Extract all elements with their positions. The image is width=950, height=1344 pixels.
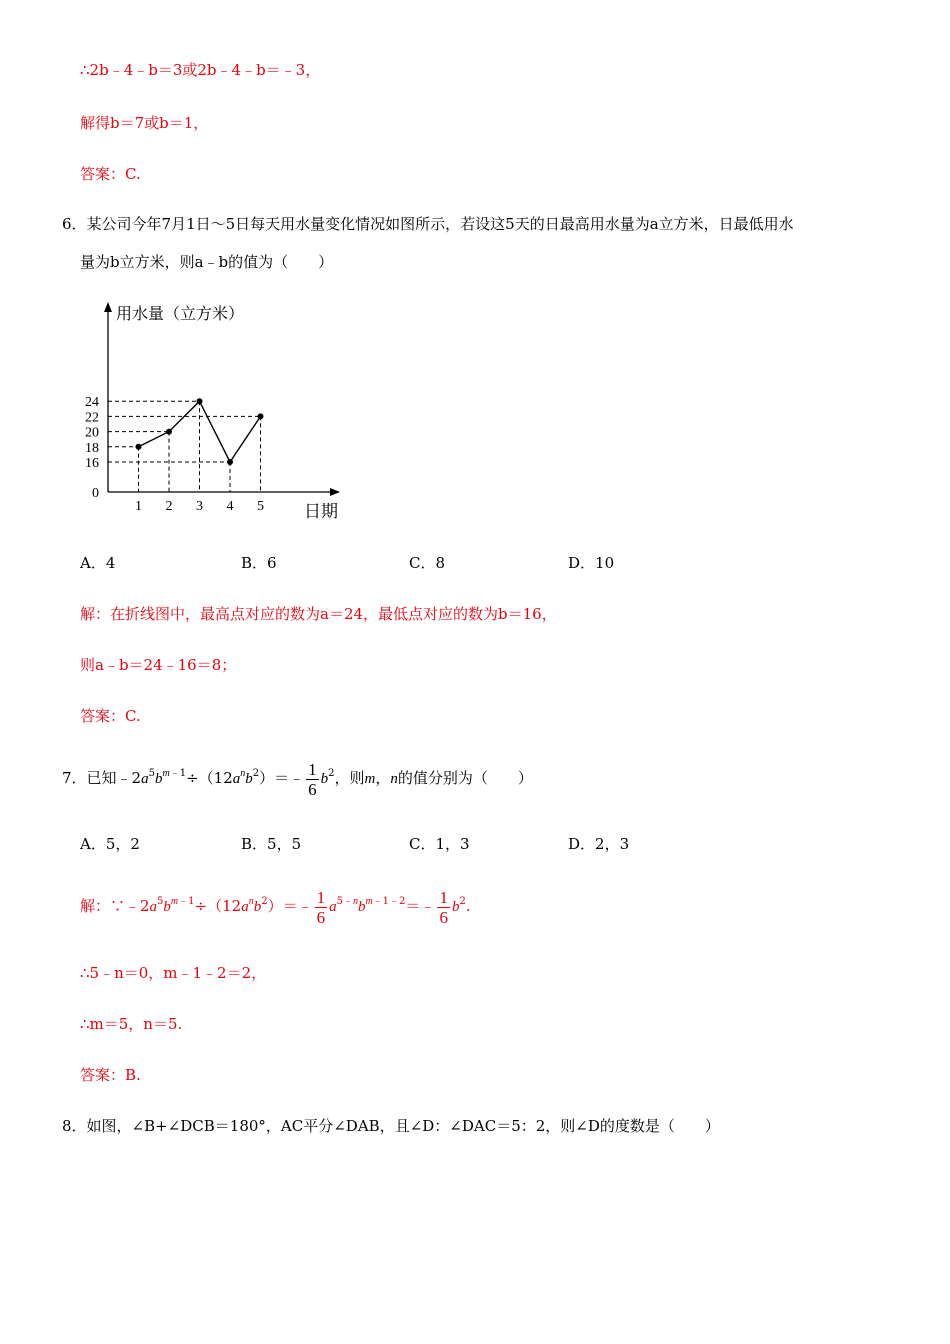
q6-option-b[interactable]: B．6	[241, 554, 277, 572]
data-point	[227, 459, 233, 465]
q7-solution-line3: ∴m＝5，n＝5.	[80, 1015, 183, 1033]
q7-option-c[interactable]: C．1，3	[409, 835, 470, 853]
y-tick-label: 20	[85, 425, 99, 441]
x-tick-label: 2	[165, 499, 173, 514]
q6-text-line1	[62, 214, 794, 234]
q7-number: 7．	[62, 769, 87, 787]
q7-answer: 答案：B.	[80, 1066, 141, 1084]
q6-option-c[interactable]: C．8	[409, 554, 446, 572]
q6-option-a[interactable]: A．4	[80, 554, 116, 572]
q6-number: 6．	[62, 215, 87, 233]
y-axis-label: 用水量（立方米）	[116, 306, 245, 323]
y-tick-label: 18	[85, 440, 99, 456]
x-tick-label: 4	[226, 499, 234, 514]
q7-option-b[interactable]: B．5，5	[241, 835, 302, 853]
data-point	[166, 429, 172, 435]
x-tick-label: 5	[257, 499, 264, 514]
q8-stem: 如图，∠B+∠DCB＝180°，AC平分∠DAB，且∠D：∠DAC＝5：2，则∠D的度数是（ ）	[86, 1117, 720, 1135]
y-tick-label: 22	[85, 410, 99, 426]
prev-answer: 答案：C.	[80, 165, 141, 183]
x-axis-label: 日期	[304, 502, 338, 521]
y-tick-label: 0	[92, 486, 99, 501]
data-point	[136, 444, 142, 450]
y-axis-arrow	[104, 302, 112, 312]
y-tick-label: 24	[85, 395, 99, 411]
q7-option-d[interactable]: D．2，3	[568, 835, 630, 853]
q6-option-d[interactable]: D．10	[568, 554, 615, 572]
q7-fraction: $\frac{1}{6}$	[308, 759, 317, 799]
q7-solution-line2: ∴5﹣n＝0，m﹣1﹣2＝2，	[80, 964, 267, 982]
data-point	[197, 398, 203, 404]
q7-text: 7．已知$﹣2a^5b^{m﹣1}\div(12a^nb^2)=﹣$ $\frac{1}{6}$ $b^2$，则m，n的值分别为（ ）	[62, 759, 533, 799]
q8-number: 8．	[62, 1117, 87, 1135]
water-usage-chart	[78, 295, 368, 525]
q7-solution-line1: 解：$\because﹣2a^5b^{m﹣1}\div(12a^nb^2)=﹣$ $\frac{1}{6}$ $a^{5﹣n}b^{m﹣1﹣2}=﹣$ $\frac{1}{6}$ $b^2$.	[80, 887, 471, 927]
prev-solution-line2: 解得b＝7或b＝1，	[80, 114, 209, 132]
q8-text-line	[62, 1116, 720, 1136]
y-tick-label: 16	[85, 456, 99, 471]
q6-text-line2: 量为b立方米，则a﹣b的值为（ ）	[80, 253, 334, 271]
q6-solution-line2: 则a﹣b＝24﹣16＝8；	[80, 656, 237, 674]
x-tick-label: 1	[135, 499, 142, 514]
q7-option-a[interactable]: A．5，2	[80, 835, 140, 853]
q6-answer: 答案：C.	[80, 707, 141, 725]
q6-stem-1: 某公司今年7月1日～5日每天用水量变化情况如图所示，若设这5天的日最高用水量为a立方米，日最低用水	[86, 215, 794, 233]
data-point	[258, 413, 264, 419]
prev-solution-line1: ∴2b﹣4﹣b＝3或2b﹣4﹣b＝﹣3，	[80, 61, 321, 79]
x-tick-label: 3	[196, 499, 203, 514]
x-axis-arrow	[330, 488, 340, 496]
q6-solution-line1: 解：在折线图中，最高点对应的数为a＝24，最低点对应的数为b＝16，	[80, 605, 557, 623]
